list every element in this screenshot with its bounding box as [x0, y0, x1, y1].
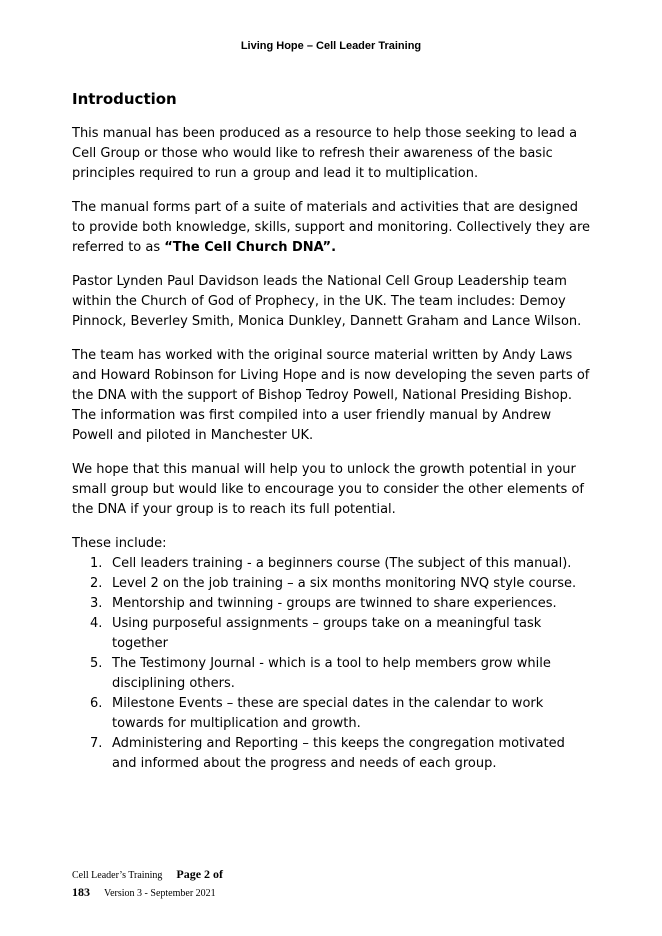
footer-page-label: Page 2 of	[176, 867, 224, 881]
page-content	[72, 88, 592, 774]
list-item	[72, 614, 592, 654]
paragraph-purpose: This manual has been produced as a resource to help those seeking to lead a Cell Group or those who would like to refresh their awareness of the basic principles required to run a group and lead it to multiplication.	[72, 126, 578, 181]
list-item-number: 5.	[90, 656, 103, 671]
dna-elements-list	[72, 554, 592, 774]
list-item-number: 6.	[90, 696, 103, 711]
paragraph-suite-text: The manual forms part of a suite of materials and activities that are designed to provide both knowledge, skills, support and monitoring. Collectively they are referred to as	[72, 200, 591, 255]
list-item	[72, 734, 592, 774]
footer-version: Version 3 - September 2021	[104, 888, 216, 899]
paragraph-source-material: The team has worked with the original source material written by Andy Laws and Howard Robinson for Living Hope and is now developing the seven parts of the DNA with the support of Bishop Tedroy Powell, National Presiding Bishop. The information was first compiled into a user friendly manual by Andrew Powell and piloted in Manchester UK.	[72, 348, 590, 443]
footer-total-pages: 183	[72, 885, 90, 899]
page-footer	[72, 866, 372, 902]
list-item	[72, 574, 592, 594]
footer-line-2	[72, 884, 372, 902]
list-item-text: Using purposeful assignments – groups take on a meaningful task together	[112, 616, 542, 651]
list-item-number: 3.	[90, 596, 103, 611]
list-intro: These include:	[72, 536, 167, 551]
footer-line-1	[72, 866, 372, 884]
list-item-number: 1.	[90, 556, 103, 571]
paragraph-team: Pastor Lynden Paul Davidson leads the National Cell Group Leadership team within the Church of God of Prophecy, in the UK. The team includes: Demoy Pinnock, Beverley Smith, Monica Dunkley, Dannett Graham and Lance Wilson.	[72, 274, 582, 329]
list-item-text: The Testimony Journal - which is a tool to help members grow while disciplining others.	[112, 656, 551, 691]
list-item-text: Milestone Events – these are special dates in the calendar to work towards for multiplication and growth.	[112, 696, 544, 731]
footer-doc-name: Cell Leader’s Training	[72, 870, 163, 881]
list-item	[72, 554, 592, 574]
section-heading: Introduction	[72, 90, 177, 108]
list-item-text: Administering and Reporting – this keeps the congregation motivated and informed about the progress and needs of each group.	[112, 736, 565, 771]
list-item-text: Level 2 on the job training – a six months monitoring NVQ style course.	[112, 576, 577, 591]
list-item	[72, 594, 592, 614]
list-item	[72, 654, 592, 694]
list-item-text: Mentorship and twinning - groups are twinned to share experiences.	[112, 596, 557, 611]
cell-church-dna-emphasis: “The Cell Church DNA”.	[164, 240, 337, 255]
list-item-text: Cell leaders training - a beginners course (The subject of this manual).	[112, 556, 572, 571]
list-item-number: 7.	[90, 736, 103, 751]
paragraph-suite	[72, 198, 592, 258]
list-item	[72, 694, 592, 734]
list-item-number: 2.	[90, 576, 103, 591]
list-item-number: 4.	[90, 616, 103, 631]
running-header: Living Hope – Cell Leader Training	[240, 40, 422, 52]
paragraph-hope: We hope that this manual will help you to unlock the growth potential in your small group but would like to encourage you to consider the other elements of the DNA if your group is to reach its full potential.	[72, 462, 584, 517]
